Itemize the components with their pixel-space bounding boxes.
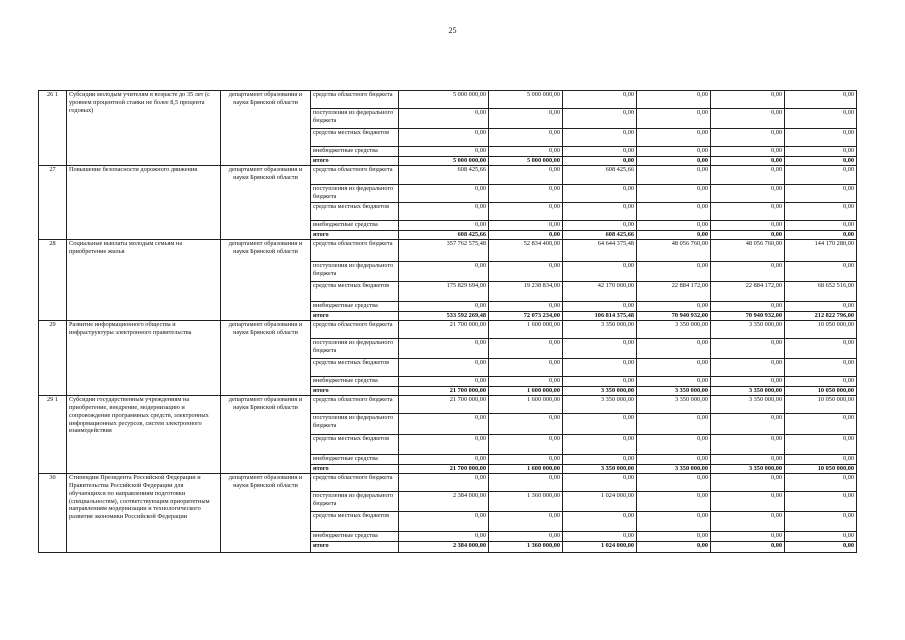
- amount-cell: 0,00: [785, 147, 857, 157]
- amount-cell: 0,00: [711, 203, 785, 221]
- funding-source: итого: [311, 312, 399, 321]
- amount-cell: 0,00: [637, 474, 711, 492]
- amount-cell: 0,00: [711, 339, 785, 359]
- amount-cell: 0,00: [563, 474, 637, 492]
- amount-cell: 3 350 000,00: [563, 387, 637, 396]
- amount-cell: 0,00: [399, 414, 489, 435]
- amount-cell: 0,00: [637, 414, 711, 435]
- executor: департамент образования и науки Брянской области: [221, 166, 311, 240]
- amount-cell: 0,00: [563, 377, 637, 387]
- amount-cell: 0,00: [489, 166, 563, 185]
- funding-source: средства местных бюджетов: [311, 512, 399, 532]
- executor: департамент образования и науки Брянской области: [221, 321, 311, 396]
- amount-cell: 1 360 000,00: [489, 492, 563, 512]
- amount-cell: 0,00: [637, 203, 711, 221]
- amount-cell: 0,00: [399, 203, 489, 221]
- amount-cell: 0,00: [785, 109, 857, 129]
- amount-cell: 0,00: [785, 157, 857, 166]
- funding-source: внебюджетные средства: [311, 455, 399, 465]
- amount-cell: 0,00: [489, 532, 563, 542]
- amount-cell: 0,00: [637, 359, 711, 377]
- amount-cell: 0,00: [637, 542, 711, 553]
- amount-cell: 0,00: [563, 512, 637, 532]
- amount-cell: 0,00: [785, 231, 857, 240]
- executor: департамент образования и науки Брянской области: [221, 396, 311, 474]
- amount-cell: 3 350 000,00: [711, 465, 785, 474]
- amount-cell: 0,00: [711, 359, 785, 377]
- amount-cell: 0,00: [489, 203, 563, 221]
- amount-cell: 0,00: [785, 492, 857, 512]
- amount-cell: 0,00: [711, 221, 785, 231]
- amount-cell: 0,00: [489, 359, 563, 377]
- amount-cell: 3 350 000,00: [637, 396, 711, 414]
- amount-cell: 0,00: [711, 512, 785, 532]
- amount-cell: 0,00: [711, 129, 785, 147]
- funding-source: итого: [311, 387, 399, 396]
- amount-cell: 0,00: [785, 532, 857, 542]
- amount-cell: 0,00: [563, 455, 637, 465]
- amount-cell: 0,00: [489, 221, 563, 231]
- amount-cell: 3 350 000,00: [711, 321, 785, 339]
- amount-cell: 0,00: [489, 435, 563, 455]
- funding-source: внебюджетные средства: [311, 221, 399, 231]
- executor: департамент образования и науки Брянской области: [221, 474, 311, 553]
- funding-source: средства областного бюджета: [311, 166, 399, 185]
- amount-cell: 0,00: [637, 532, 711, 542]
- funding-source: средства областного бюджета: [311, 240, 399, 262]
- amount-cell: 0,00: [489, 339, 563, 359]
- amount-cell: 0,00: [637, 157, 711, 166]
- amount-cell: 0,00: [785, 339, 857, 359]
- amount-cell: 5 000 000,00: [399, 157, 489, 166]
- amount-cell: 3 350 000,00: [637, 321, 711, 339]
- amount-cell: 0,00: [637, 455, 711, 465]
- amount-cell: 0,00: [785, 414, 857, 435]
- amount-cell: 48 056 760,00: [637, 240, 711, 262]
- amount-cell: 42 170 000,00: [563, 282, 637, 302]
- amount-cell: 1 600 000,00: [489, 321, 563, 339]
- measure-name: Социальные выплаты молодым семьям на приобретение жилья: [67, 240, 221, 321]
- amount-cell: 0,00: [637, 492, 711, 512]
- amount-cell: 70 940 932,00: [637, 312, 711, 321]
- amount-cell: 0,00: [711, 542, 785, 553]
- amount-cell: 3 350 000,00: [563, 465, 637, 474]
- funding-source: внебюджетные средства: [311, 532, 399, 542]
- amount-cell: 0,00: [711, 302, 785, 312]
- amount-cell: 0,00: [785, 512, 857, 532]
- funding-source: итого: [311, 542, 399, 553]
- amount-cell: 0,00: [563, 302, 637, 312]
- amount-cell: 0,00: [785, 262, 857, 282]
- amount-cell: 0,00: [399, 455, 489, 465]
- executor: департамент образования и науки Брянской области: [221, 91, 311, 166]
- amount-cell: 0,00: [489, 231, 563, 240]
- amount-cell: 0,00: [399, 474, 489, 492]
- funding-source: поступления из федерального бюджета: [311, 262, 399, 282]
- amount-cell: 0,00: [711, 109, 785, 129]
- amount-cell: 0,00: [711, 157, 785, 166]
- funding-source: итого: [311, 465, 399, 474]
- funding-source: средства областного бюджета: [311, 396, 399, 414]
- amount-cell: 0,00: [785, 435, 857, 455]
- executor: департамент образования и науки Брянской области: [221, 240, 311, 321]
- amount-cell: 0,00: [489, 302, 563, 312]
- amount-cell: 0,00: [711, 262, 785, 282]
- amount-cell: 608 425,66: [563, 231, 637, 240]
- amount-cell: 0,00: [785, 166, 857, 185]
- amount-cell: 0,00: [489, 474, 563, 492]
- measure-name: Субсидии молодым учителям в возрасте до 35 лет (с уровнем процентной ставки не более 8,5 процента годовых): [67, 91, 221, 166]
- amount-cell: 0,00: [489, 455, 563, 465]
- amount-cell: 0,00: [637, 147, 711, 157]
- amount-cell: 1 024 000,00: [563, 492, 637, 512]
- amount-cell: 0,00: [637, 377, 711, 387]
- amount-cell: 0,00: [563, 203, 637, 221]
- funding-source: внебюджетные средства: [311, 147, 399, 157]
- amount-cell: 0,00: [637, 166, 711, 185]
- amount-cell: 0,00: [563, 435, 637, 455]
- amount-cell: 5 000 000,00: [489, 91, 563, 109]
- amount-cell: 0,00: [399, 377, 489, 387]
- amount-cell: 0,00: [637, 262, 711, 282]
- amount-cell: 0,00: [711, 455, 785, 465]
- amount-cell: 52 834 400,00: [489, 240, 563, 262]
- item-number: 26 1: [39, 91, 67, 166]
- amount-cell: 0,00: [637, 231, 711, 240]
- amount-cell: 0,00: [637, 339, 711, 359]
- table-row: [39, 91, 857, 109]
- table-row: [39, 396, 857, 414]
- amount-cell: 0,00: [785, 91, 857, 109]
- budget-table: [38, 90, 857, 553]
- funding-source: средства местных бюджетов: [311, 203, 399, 221]
- amount-cell: 0,00: [563, 157, 637, 166]
- amount-cell: 0,00: [711, 147, 785, 157]
- amount-cell: 0,00: [489, 129, 563, 147]
- amount-cell: 0,00: [785, 302, 857, 312]
- amount-cell: 608 425,66: [399, 231, 489, 240]
- table-row: [39, 321, 857, 339]
- amount-cell: 0,00: [785, 542, 857, 553]
- amount-cell: 0,00: [399, 147, 489, 157]
- amount-cell: 0,00: [711, 91, 785, 109]
- funding-source: средства местных бюджетов: [311, 359, 399, 377]
- amount-cell: 3 350 000,00: [637, 465, 711, 474]
- amount-cell: 70 940 932,00: [711, 312, 785, 321]
- amount-cell: 3 350 000,00: [637, 387, 711, 396]
- amount-cell: 0,00: [563, 339, 637, 359]
- funding-source: поступления из федерального бюджета: [311, 414, 399, 435]
- amount-cell: 0,00: [563, 185, 637, 203]
- amount-cell: 0,00: [785, 129, 857, 147]
- amount-cell: 0,00: [637, 435, 711, 455]
- amount-cell: 0,00: [489, 185, 563, 203]
- amount-cell: 0,00: [399, 435, 489, 455]
- amount-cell: 0,00: [489, 414, 563, 435]
- funding-source: средства местных бюджетов: [311, 129, 399, 147]
- amount-cell: 357 762 575,48: [399, 240, 489, 262]
- funding-source: средства местных бюджетов: [311, 435, 399, 455]
- amount-cell: 0,00: [711, 377, 785, 387]
- amount-cell: 0,00: [785, 359, 857, 377]
- amount-cell: 0,00: [785, 221, 857, 231]
- amount-cell: 106 814 375,48: [563, 312, 637, 321]
- amount-cell: 0,00: [399, 302, 489, 312]
- amount-cell: 0,00: [711, 492, 785, 512]
- funding-source: поступления из федерального бюджета: [311, 339, 399, 359]
- amount-cell: 0,00: [399, 512, 489, 532]
- amount-cell: 0,00: [489, 262, 563, 282]
- amount-cell: 144 170 280,00: [785, 240, 857, 262]
- amount-cell: 0,00: [785, 377, 857, 387]
- amount-cell: 5 000 000,00: [489, 157, 563, 166]
- amount-cell: 0,00: [563, 532, 637, 542]
- amount-cell: 1 600 000,00: [489, 396, 563, 414]
- amount-cell: 68 652 516,00: [785, 282, 857, 302]
- item-number: 30: [39, 474, 67, 553]
- amount-cell: 0,00: [785, 455, 857, 465]
- amount-cell: 21 700 000,00: [399, 465, 489, 474]
- amount-cell: 72 073 234,00: [489, 312, 563, 321]
- amount-cell: 0,00: [637, 129, 711, 147]
- amount-cell: 2 384 000,00: [399, 542, 489, 553]
- funding-source: внебюджетные средства: [311, 302, 399, 312]
- amount-cell: 0,00: [563, 91, 637, 109]
- funding-source: поступления из федерального бюджета: [311, 185, 399, 203]
- amount-cell: 0,00: [489, 512, 563, 532]
- funding-source: средства областного бюджета: [311, 91, 399, 109]
- amount-cell: 212 822 796,00: [785, 312, 857, 321]
- amount-cell: 10 050 000,00: [785, 465, 857, 474]
- item-number: 29 1: [39, 396, 67, 474]
- item-number: 28: [39, 240, 67, 321]
- amount-cell: 1 600 000,00: [489, 465, 563, 474]
- amount-cell: 0,00: [637, 91, 711, 109]
- amount-cell: 10 050 000,00: [785, 321, 857, 339]
- table-row: [39, 166, 857, 185]
- amount-cell: 0,00: [399, 262, 489, 282]
- table-row: [39, 474, 857, 492]
- amount-cell: 0,00: [711, 185, 785, 203]
- amount-cell: 0,00: [563, 129, 637, 147]
- amount-cell: 0,00: [399, 532, 489, 542]
- amount-cell: 0,00: [563, 147, 637, 157]
- funding-source: поступления из федерального бюджета: [311, 492, 399, 512]
- amount-cell: 0,00: [489, 377, 563, 387]
- funding-source: средства местных бюджетов: [311, 282, 399, 302]
- amount-cell: 1 360 000,00: [489, 542, 563, 553]
- amount-cell: 22 884 172,00: [637, 282, 711, 302]
- funding-source: итого: [311, 231, 399, 240]
- amount-cell: 3 350 000,00: [563, 321, 637, 339]
- amount-cell: 533 592 269,48: [399, 312, 489, 321]
- amount-cell: 0,00: [711, 414, 785, 435]
- amount-cell: 5 000 000,00: [399, 91, 489, 109]
- amount-cell: 0,00: [785, 474, 857, 492]
- amount-cell: 3 350 000,00: [563, 396, 637, 414]
- amount-cell: 0,00: [637, 512, 711, 532]
- funding-source: поступления из федерального бюджета: [311, 109, 399, 129]
- amount-cell: 0,00: [399, 109, 489, 129]
- amount-cell: 0,00: [399, 359, 489, 377]
- amount-cell: 21 700 000,00: [399, 321, 489, 339]
- amount-cell: 0,00: [711, 474, 785, 492]
- funding-source: внебюджетные средства: [311, 377, 399, 387]
- amount-cell: 2 384 000,00: [399, 492, 489, 512]
- amount-cell: 0,00: [711, 231, 785, 240]
- amount-cell: 1 024 000,00: [563, 542, 637, 553]
- measure-name: Стипендии Президента Российской Федерации и Правительства Российской Федерации для обучающихся по направлениям подготовки (специальностям), соответствующим приоритетным направлениям модернизации и технологического развития экономики Российской Федерации: [67, 474, 221, 553]
- funding-source: средства областного бюджета: [311, 474, 399, 492]
- amount-cell: 0,00: [563, 221, 637, 231]
- funding-source: итого: [311, 157, 399, 166]
- amount-cell: 0,00: [399, 185, 489, 203]
- measure-name: Развитие информационного общества и инфраструктуры электронного правительства: [67, 321, 221, 396]
- amount-cell: 0,00: [785, 185, 857, 203]
- amount-cell: 22 884 172,00: [711, 282, 785, 302]
- amount-cell: 0,00: [563, 414, 637, 435]
- amount-cell: 0,00: [489, 109, 563, 129]
- item-number: 27: [39, 166, 67, 240]
- page-number: 25: [448, 26, 457, 35]
- amount-cell: 0,00: [489, 147, 563, 157]
- amount-cell: 0,00: [399, 339, 489, 359]
- amount-cell: 0,00: [637, 302, 711, 312]
- amount-cell: 21 700 000,00: [399, 396, 489, 414]
- amount-cell: 0,00: [711, 532, 785, 542]
- amount-cell: 0,00: [563, 262, 637, 282]
- amount-cell: 0,00: [711, 435, 785, 455]
- amount-cell: 0,00: [399, 221, 489, 231]
- amount-cell: 0,00: [637, 109, 711, 129]
- item-number: 29: [39, 321, 67, 396]
- amount-cell: 10 050 000,00: [785, 396, 857, 414]
- measure-name: Повышение безопасности дорожного движения: [67, 166, 221, 240]
- amount-cell: 3 350 000,00: [711, 387, 785, 396]
- amount-cell: 10 050 000,00: [785, 387, 857, 396]
- amount-cell: 1 600 000,00: [489, 387, 563, 396]
- amount-cell: 608 425,66: [563, 166, 637, 185]
- amount-cell: 64 644 375,48: [563, 240, 637, 262]
- amount-cell: 48 056 760,00: [711, 240, 785, 262]
- amount-cell: 0,00: [563, 359, 637, 377]
- amount-cell: 3 350 000,00: [711, 396, 785, 414]
- amount-cell: 0,00: [637, 221, 711, 231]
- amount-cell: 19 238 834,00: [489, 282, 563, 302]
- amount-cell: 0,00: [637, 185, 711, 203]
- measure-name: Субсидии государственным учреждениям на приобретение, внедрение, модернизацию и сопровождение программных средств, электронных информационных ресурсов, систем электронного взаимодействия: [67, 396, 221, 474]
- amount-cell: 0,00: [711, 166, 785, 185]
- amount-cell: 0,00: [563, 109, 637, 129]
- funding-source: средства областного бюджета: [311, 321, 399, 339]
- amount-cell: 608 425,66: [399, 166, 489, 185]
- table-row: [39, 240, 857, 262]
- amount-cell: 175 829 694,00: [399, 282, 489, 302]
- amount-cell: 0,00: [785, 203, 857, 221]
- amount-cell: 0,00: [399, 129, 489, 147]
- amount-cell: 21 700 000,00: [399, 387, 489, 396]
